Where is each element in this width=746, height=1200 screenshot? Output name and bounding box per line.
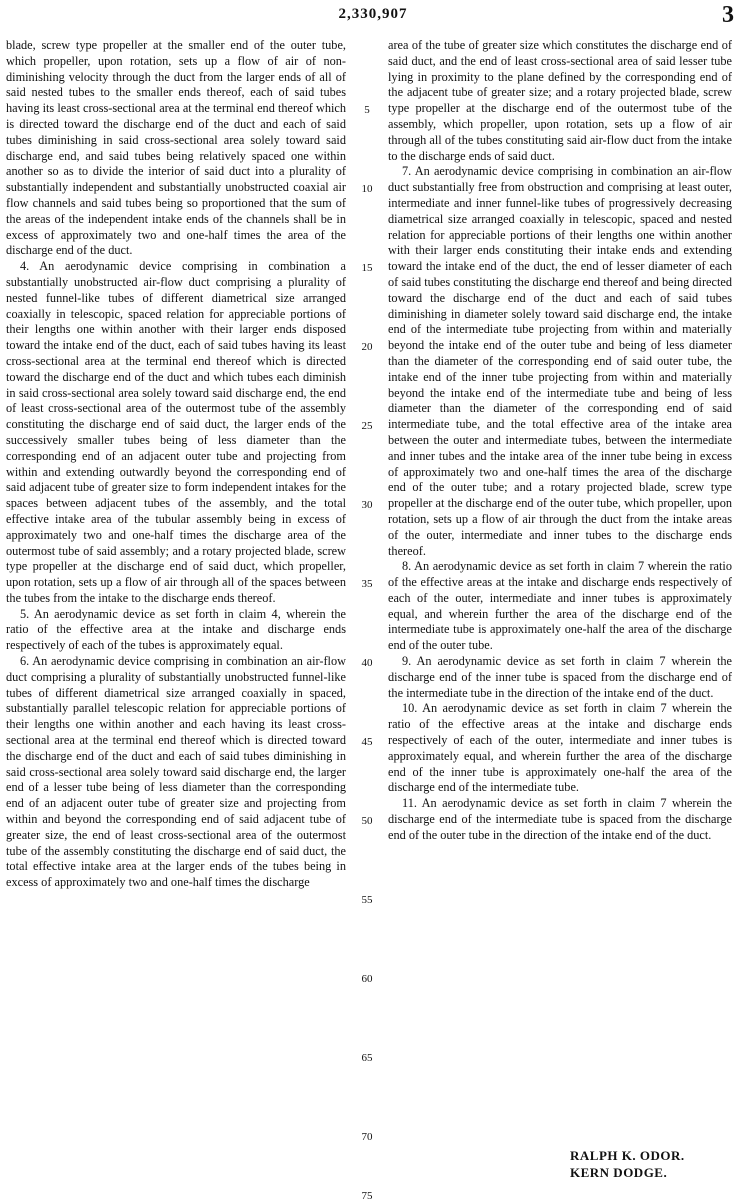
claim-4: 4. An aerodynamic device comprising in combination a substantially unobstructed air-flow duct comprising a plurality of nested funnel-like tubes of different diametrical size arranged coaxially in telescopic, spaced relation for appreciable portions of their lengths one within another with their larger ends disposed toward the intake end of the duct, each of said tubes having its least cross-sectional area at the terminal end thereof which is directed toward the discharge end of the duct and which tubes each diminish in said cross-sectional area solely toward said discharge end, the end of least cross-sectional area of the outermost tube of the assembly constituting the discharge end of said duct, the larger ends of the successively smaller tubes being of less diameter than the corresponding end of an adjacent outer tube and projecting from within and extending outwardly beyond the corresponding end of said adjacent tube of greater size to form independent intakes for the spaces between adjacent tubes of the assembly, and the total effective intake area of the tubular assembly being in excess of approximately two and one-half times the discharge area of the outermost tube of said assembly; and a rotary projected blade, screw type propeller at the discharge end of said duct, which propeller, upon rotation, sets up a flow of air through all of the spaces between the tubes from the intake to the discharge ends thereof. bbox=[6, 259, 346, 605]
claim-5: 5. An aerodynamic device as set forth in claim 4, wherein the ratio of the effective area at the intake and discharge ends respectively of each of the tubes is approximately equal. bbox=[6, 606, 346, 653]
claim-3-continuation: blade, screw type propeller at the smaller end of the outer tube, which propeller, upon rotation, sets up a flow of air of non-diminishing velocity through the duct from the larger ends of all of said nested tubes to the smaller ends thereof, each of said tubes having its least cross-sectional area at the terminal end thereof which is directed toward the discharge end of the duct and each of said tubes diminishing in said cross-sectional area solely toward said discharge end, and said tubes being relatively spaced one within another so as to divide the interior of said duct into a plurality of substantially independent and substantially unobstructed coaxial air flow channels and said tubes being so proportioned that the sum of the areas of the independent intake ends of the channels shall be in excess of approximately two and one-half times the area of the discharge end of the duct. bbox=[6, 38, 346, 258]
claim-10: 10. An aerodynamic device as set forth in claim 7 wherein the ratio of the effective areas at the intake and discharge ends respectively of each of the outer, intermediate and inner tubes is approximately equal, and wherein further the area of the discharge end of the inner tube is approximately one-half the area of the discharge end of the intermediate tube. bbox=[388, 701, 732, 795]
inventor-name: KERN DODGE. bbox=[570, 1165, 668, 1180]
line-number: 70 bbox=[361, 1131, 373, 1143]
claim-6: 6. An aerodynamic device comprising in combination an air-flow duct comprising a plurality of substantially unobstructed funnel-like tubes of different diametrical size arranged coaxially in spaced, substantially parallel telescopic relation for appreciable portions of their lengths one within another and each having its least cross-sectional area at the terminal end thereof which is directed toward the discharge end of the duct and each of said tubes diminishing in said cross-sectional area solely toward said discharge end, the larger end of a lesser tube being of less diameter than the corresponding end of an adjacent outer tube of greater size and projecting from within and beyond the corresponding end of said adjacent tube of greater size, the end of least cross-sectional area of the outermost tube of the assembly constituting the discharge end of said duct, the total effective intake area at the larger ends of the tubes being in excess of approximately two and one-half times the discharge bbox=[6, 654, 346, 890]
line-number: 5 bbox=[364, 104, 370, 116]
line-number: 15 bbox=[361, 262, 373, 274]
line-number: 40 bbox=[361, 657, 373, 669]
line-number: 25 bbox=[361, 420, 373, 432]
claim-6-continuation: area of the tube of greater size which constitutes the discharge end of said duct, and the end of least cross-sectional area of said lesser tube lying in proximity to the plane defined by the corresponding end of the adjacent tube of greater size; and a rotary projected blade, screw type propeller at the discharge end of the outermost tube of the assembly, which propeller, upon rotation, sets up a flow of air through all of the tubes constituting said air-flow duct from the intake to the discharge ends of said duct. bbox=[388, 38, 732, 163]
line-number: 20 bbox=[361, 341, 373, 353]
line-number-gutter bbox=[356, 38, 378, 1198]
line-number: 65 bbox=[361, 1052, 373, 1064]
right-column bbox=[388, 38, 732, 844]
line-number: 45 bbox=[361, 736, 373, 748]
claim-8: 8. An aerodynamic device as set forth in claim 7 wherein the ratio of the effective areas at the intake and discharge ends respectively of each of the outer, intermediate and inner tubes is approximately equal, and wherein further the area of the discharge end of the intermediate tube is approximately one-half the area of the discharge end of the outer tube. bbox=[388, 559, 732, 653]
page-number: 3 bbox=[722, 2, 734, 28]
line-number: 60 bbox=[361, 973, 373, 985]
claim-11: 11. An aerodynamic device as set forth in claim 7 wherein the discharge end of the intermediate tube is spaced from the discharge end of the outer tube in the direction of the intake end of the duct. bbox=[388, 796, 732, 842]
line-number: 55 bbox=[361, 894, 373, 906]
claim-9: 9. An aerodynamic device as set forth in claim 7 wherein the discharge end of the inner tube is spaced from the discharge end of the intermediate tube in the direction of the intake end of the duct. bbox=[388, 654, 732, 700]
inventor-signatures bbox=[570, 1147, 685, 1181]
line-number: 35 bbox=[361, 578, 373, 590]
line-number: 10 bbox=[361, 183, 373, 195]
line-number: 30 bbox=[361, 499, 373, 511]
line-number: 75 bbox=[361, 1190, 373, 1200]
left-column bbox=[6, 38, 346, 891]
line-number: 50 bbox=[361, 815, 373, 827]
claim-7: 7. An aerodynamic device comprising in combination an air-flow duct substantially free from obstruction and comprising at least outer, intermediate and inner funnel-like tubes of progressively decreasing diametrical size arranged coaxially in telescopic, spaced and nested relation for appreciable portions of their lengths one within another with their larger ends constituting their intake ends and extending toward the intake end of the duct, the end of lesser diameter of each of said tubes constituting the discharge end thereof and being directed toward the discharge end of the duct and each of said tubes diminishing in diameter solely toward said discharge end, the intake end of the intermediate tube projecting from within and materially beyond the intake end of the outer tube and being of less diameter than the diameter of the corresponding end of said outer tube, the intake end of the inner tube projecting from within and materially beyond the intake end of the intermediate tube and being of less diameter than the diameter of the corresponding end of said intermediate tube, and the total effective area of the intake area between the outer and intermediate tubes, between the intermediate and inner tubes and the intake area of the inner tube being in excess of approximately two and one-half times the area of the discharge end of the outer tube; and a rotary projected blade, screw type propeller at the discharge end of the outer tube, which propeller, upon rotation, sets up a flow of air through the duct from the intake areas of the outer, intermediate and inner tubes to the discharge ends thereof. bbox=[388, 164, 732, 558]
patent-number: 2,330,907 bbox=[338, 6, 408, 22]
inventor-name: RALPH K. ODOR. bbox=[570, 1148, 685, 1163]
